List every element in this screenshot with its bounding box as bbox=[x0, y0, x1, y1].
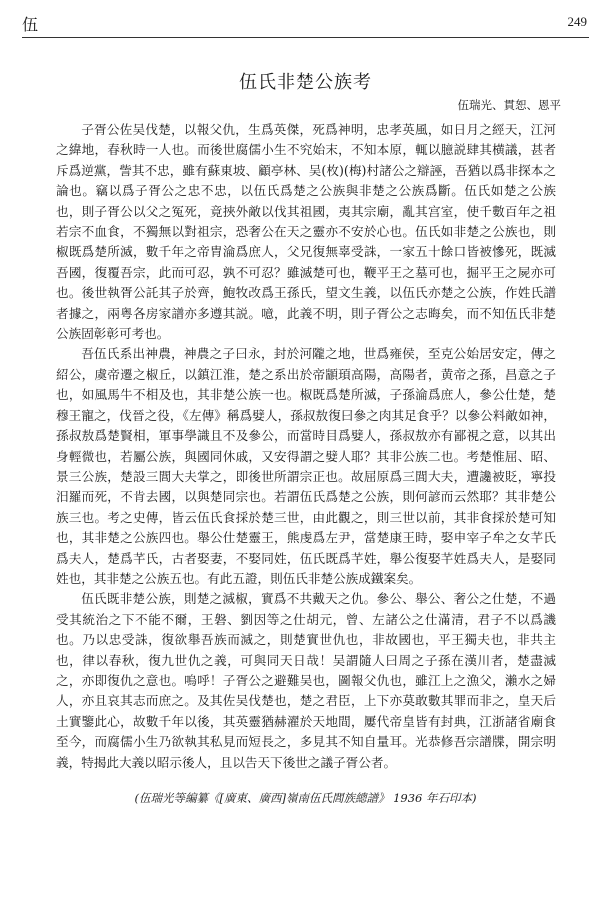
running-head: 伍 bbox=[22, 15, 39, 34]
article-authors: 伍瑞光、貫恕、恩平 bbox=[457, 98, 561, 112]
paragraph: 伍氏既非楚公族，則楚之滅椒，實爲不共戴天之仇。參公、舉公、奢公之仕楚，不過受其統治之下不能不爾，王磐、劉因等之仕胡元，曾、左諸公之仕滿清，君子不以爲譏也。乃以忠受誅，復欲舉吾族而滅之，則楚實世仇也，非故國也，平王獨夫也，非共主也，律以春秋，復九世仇之義，可與同天日哉！吴謂隨人曰周之子孫在漢川者，楚盡滅之，亦即復仇之意也。嗚呼！子胥公之避難吴也，圖報父仇也，雖江上之漁父，瀨水之婦人，亦且哀其志而庶之。及其佐吴伐楚也，楚之君臣，上下亦莫敢數其罪而非之，皇天后土實鑒此心，故數千年以後，其英靈猶赫濯於天地間，屢代帝皇皆有封典，江浙諸省廟食至今，而腐儒小生乃欲執其私見而短長之，多見其不知自量耳。光恭修吾宗譜牒，開宗明義，特揭此大義以昭示後人，且以告天下後世之議子胥公者。 bbox=[56, 591, 556, 770]
page-number: 249 bbox=[567, 14, 587, 29]
article-body bbox=[56, 120, 556, 773]
page-header bbox=[0, 0, 611, 40]
article-title: 伍氏非楚公族考 bbox=[239, 72, 372, 93]
header-rule bbox=[22, 37, 589, 38]
source-citation: (伍瑞光等編纂《[廣東、廣西]嶺南伍氏閭族總譜》 1936 年石印本) bbox=[134, 791, 477, 805]
paragraph: 吾伍氏系出神農，神農之子曰永，封於河隴之地，世爲雍侯，至克公始居安定，傳之紹公，虞帝遷之椒丘，以鎮江淮，楚之系出於帝顓頊高陽，高陽者，黄帝之孫，昌意之子也，如風馬牛不相及也，其非楚公族一也。椒既爲楚所滅，子孫淪爲庶人，參公仕楚，楚穆王寵之，伐晉之役，《左傳》稱爲嬖人，孫叔敖復曰參之肉其足食乎？以參公料敵如神，孫叔敖爲楚賢相，軍事學識且不及參公，而當時目爲嬖人，孫叔敖亦有鄙視之意，以其出身輕微也，若屬公族，與國同休戚，又安得謂之嬖人耶？其非公族二也。考楚惟屈、昭、景三公族，楚設三閭大夫掌之，即後世所謂宗正也。故屈原爲三閭大夫，遭讒被貶，寧投汨羅而死，不肯去國，以與楚同宗也。若謂伍氏爲楚之公族，則何諺而云然耶？其非楚公族三也。考之史傳，皆云伍氏食採於楚三世，由此觀之，則三世以前，其非食採於楚可知也，其非楚之公族四也。舉公仕楚靈王，熊虔爲左尹，當楚康王時，娶申宰子牟之女芊氏爲夫人，楚爲芊氏，古者娶妻，不娶同姓，伍氏既爲芊姓，舉公復娶芊姓爲夫人，是娶同姓也，其非楚之公族五也。有此五證，則伍氏非楚公族成鐵案矣。 bbox=[56, 346, 556, 586]
paragraph: 子胥公佐吴伐楚，以報父仇，生爲英傑，死爲神明，忠孝英風，如日月之經天，江河之緯地，春秋時一人也。而後世腐儒小生不究始末，不知本原，輒以臆説肆其横議，甚者斥爲逆黨，訾其不忠，雖有蘇東坡、顧亭林、吴(枚)(梅)村諸公之辯誣，吾猶以爲非探本之論也。竊以爲子胥公之忠不忠，以伍氏爲楚之公族與非楚之公族爲斷。伍氏如楚之公族也，則子胥公以父之冤死，竟挾外敵以伐其祖國，夷其宗廟，亂其宫室，使千數百年之祖若宗不血食，不獨無以對祖宗，恐奢公在天之靈亦不安於心也。伍氏如非楚之公族也，則椒既爲楚所滅，數千年之帝胄淪爲庶人，父兄復無辜受誅，一家五十餘口皆被慘死，既滅吾國，復覆吾宗，此而可忍，孰不可忍？雖滅楚可也，鞭平王之墓可也，掘平王之屍亦可也。後世執胥公託其子於齊，鮑牧改爲王孫氏，望文生義，以伍氏亦楚之公族，作姓氏譜者據之，兩粤各房家譜亦多遵其説。噫，此義不明，則子胥公之志晦矣，而不知伍氏非楚公族固彰彰可考也。 bbox=[56, 122, 556, 342]
